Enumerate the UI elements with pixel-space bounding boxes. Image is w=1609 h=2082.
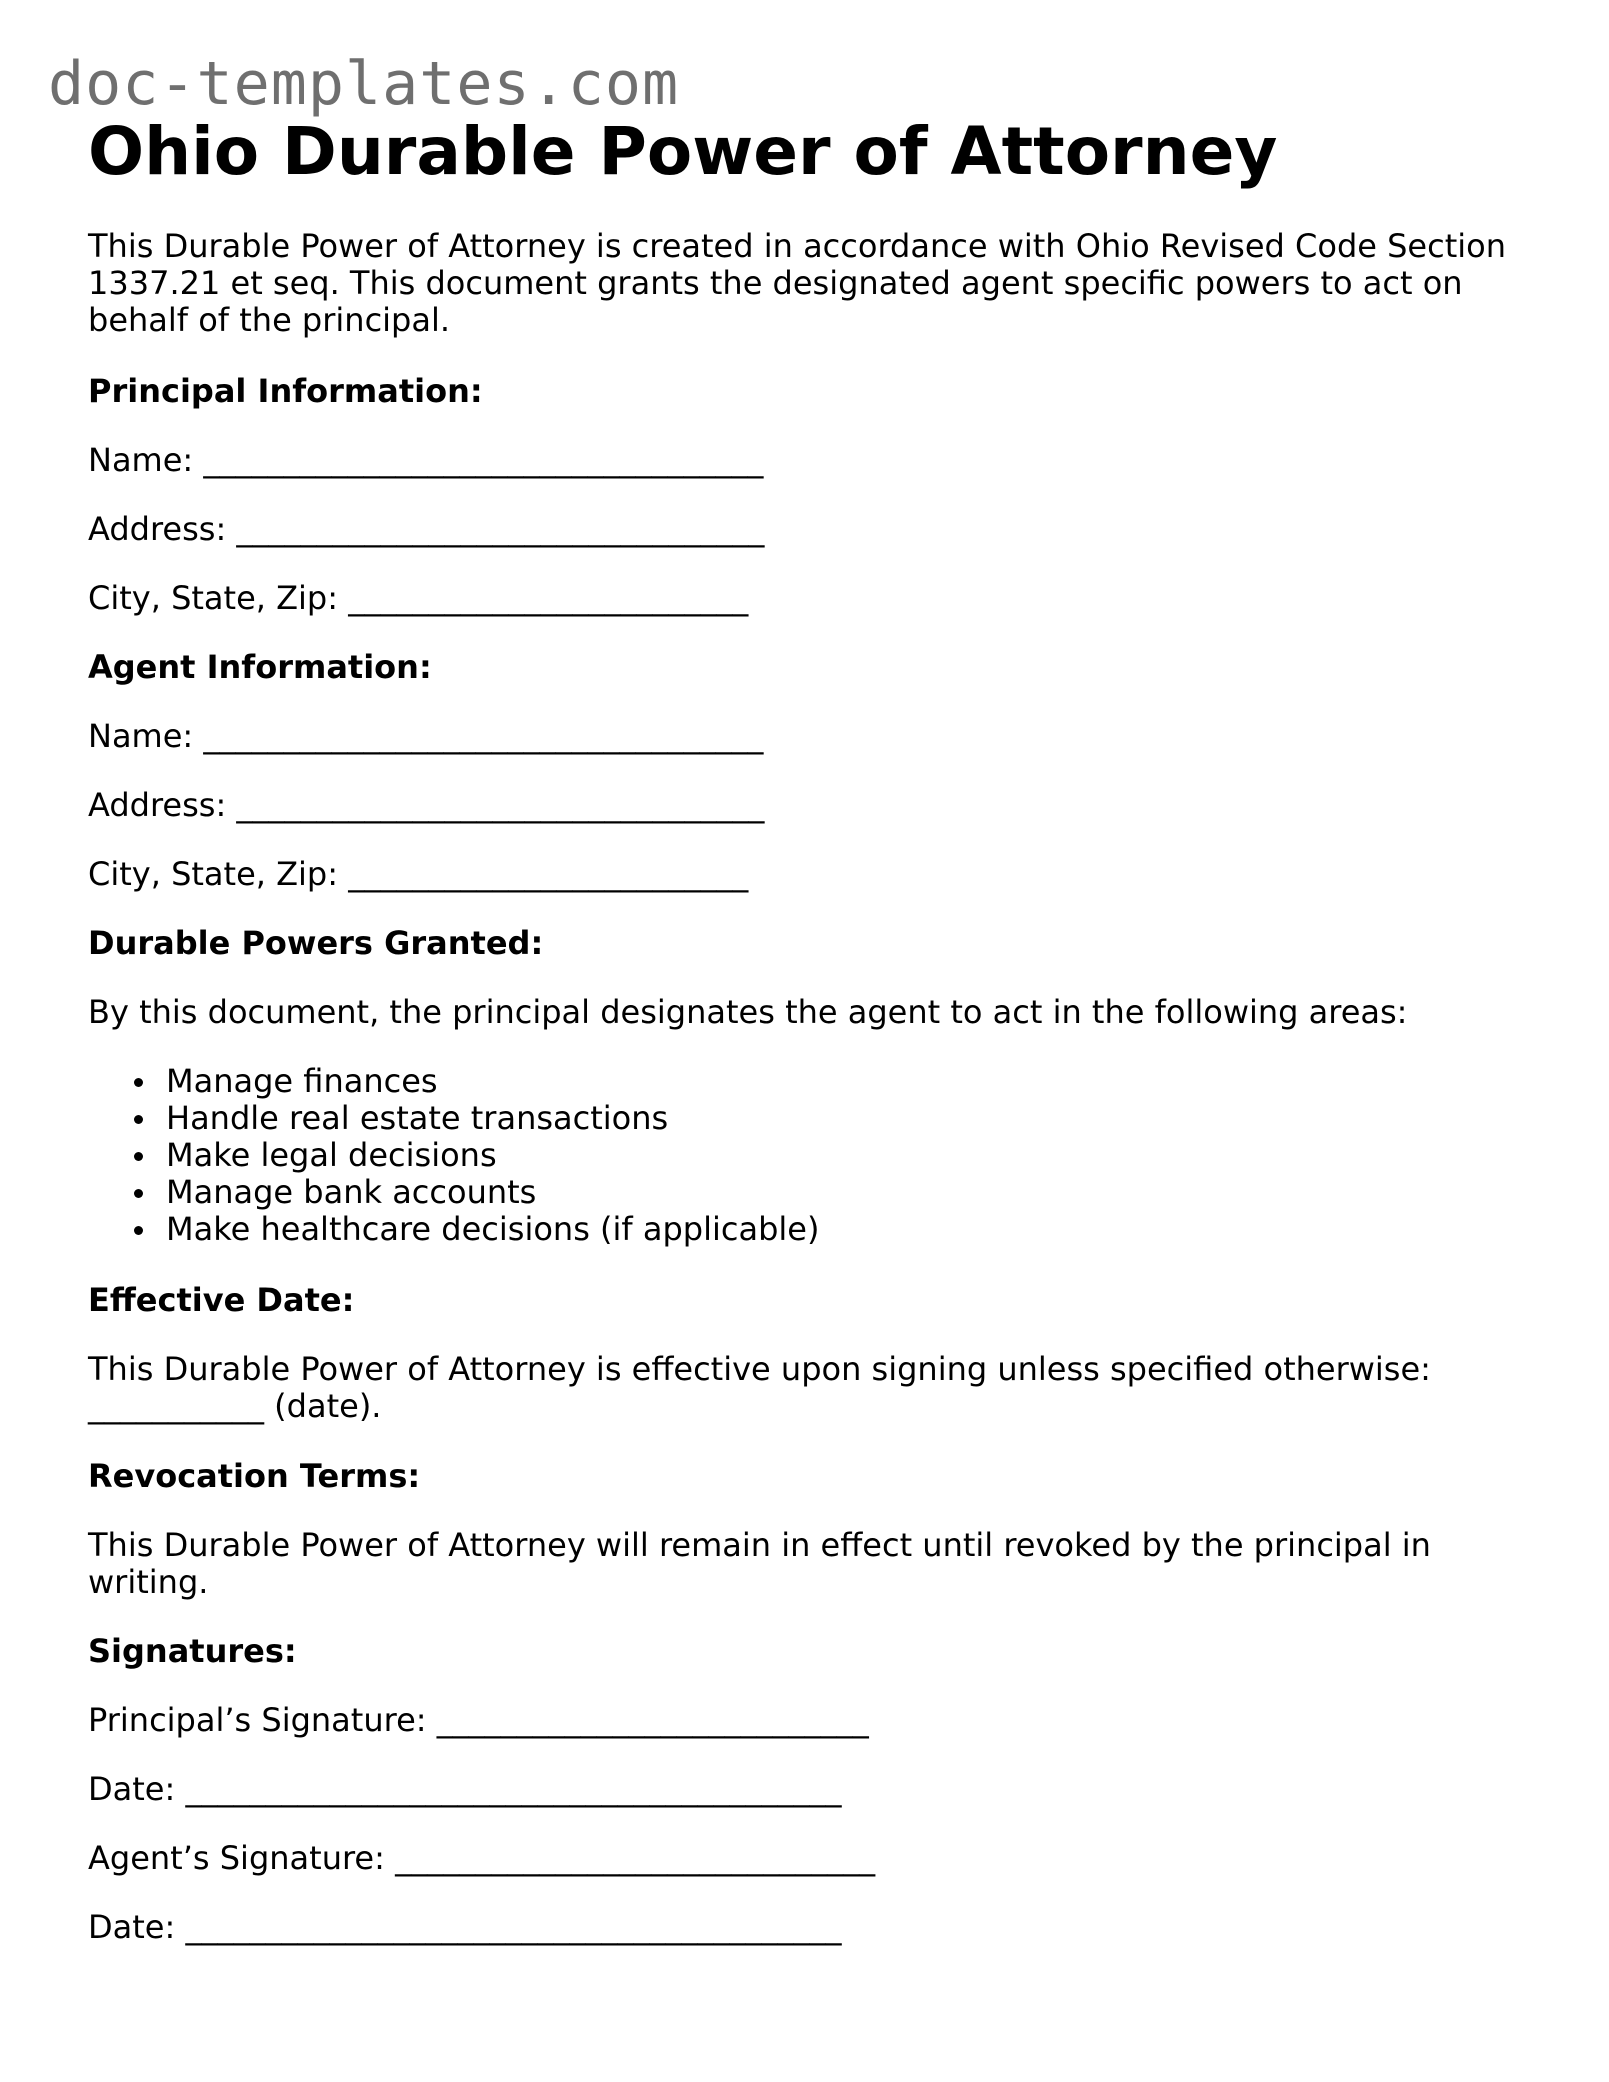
document-page [88, 112, 1528, 1946]
principal-signature-field: Principal’s Signature: ___________________________ [88, 1701, 869, 1739]
list-item: Handle real estate transactions [166, 1100, 819, 1137]
list-item: Manage bank accounts [166, 1174, 819, 1211]
powers-list [88, 1063, 819, 1248]
powers-heading: Durable Powers Granted: [88, 924, 544, 962]
document-title: Ohio Durable Power of Attorney [88, 113, 1278, 190]
principal-address-field: Address: _________________________________ [88, 510, 765, 548]
intro-paragraph: This Durable Power of Attorney is created in accordance with Ohio Revised Code Section 1337.21 et seq. This document grants the designated agent specific powers to act on behalf of the principal. [88, 227, 1506, 339]
effective-heading: Effective Date: [88, 1281, 355, 1319]
list-item: Manage finances [166, 1063, 819, 1100]
agent-city-field: City, State, Zip: _________________________ [88, 855, 749, 893]
revocation-text: This Durable Power of Attorney will remain in effect until revoked by the principal in writing. [88, 1526, 1431, 1601]
agent-date-field: Date: _________________________________________ [88, 1908, 842, 1946]
principal-date-field: Date: _________________________________________ [88, 1770, 842, 1808]
agent-signature-field: Agent’s Signature: ______________________________ [88, 1839, 876, 1877]
revocation-heading: Revocation Terms: [88, 1457, 421, 1495]
principal-heading: Principal Information: [88, 372, 483, 410]
signatures-heading: Signatures: [88, 1632, 297, 1670]
principal-name-field: Name: ___________________________________ [88, 441, 764, 479]
watermark: doc-templates.com [48, 49, 680, 119]
effective-text: This Durable Power of Attorney is effective upon signing unless specified otherwise: ___________ (date). [88, 1350, 1431, 1425]
agent-name-field: Name: ___________________________________ [88, 717, 764, 755]
list-item: Make healthcare decisions (if applicable) [166, 1210, 820, 1248]
agent-address-field: Address: _________________________________ [88, 786, 765, 824]
principal-city-field: City, State, Zip: _________________________ [88, 579, 749, 617]
agent-heading: Agent Information: [88, 648, 432, 686]
list-item: Make legal decisions [166, 1137, 819, 1174]
powers-lead: By this document, the principal designates the agent to act in the following areas: [88, 993, 1408, 1031]
